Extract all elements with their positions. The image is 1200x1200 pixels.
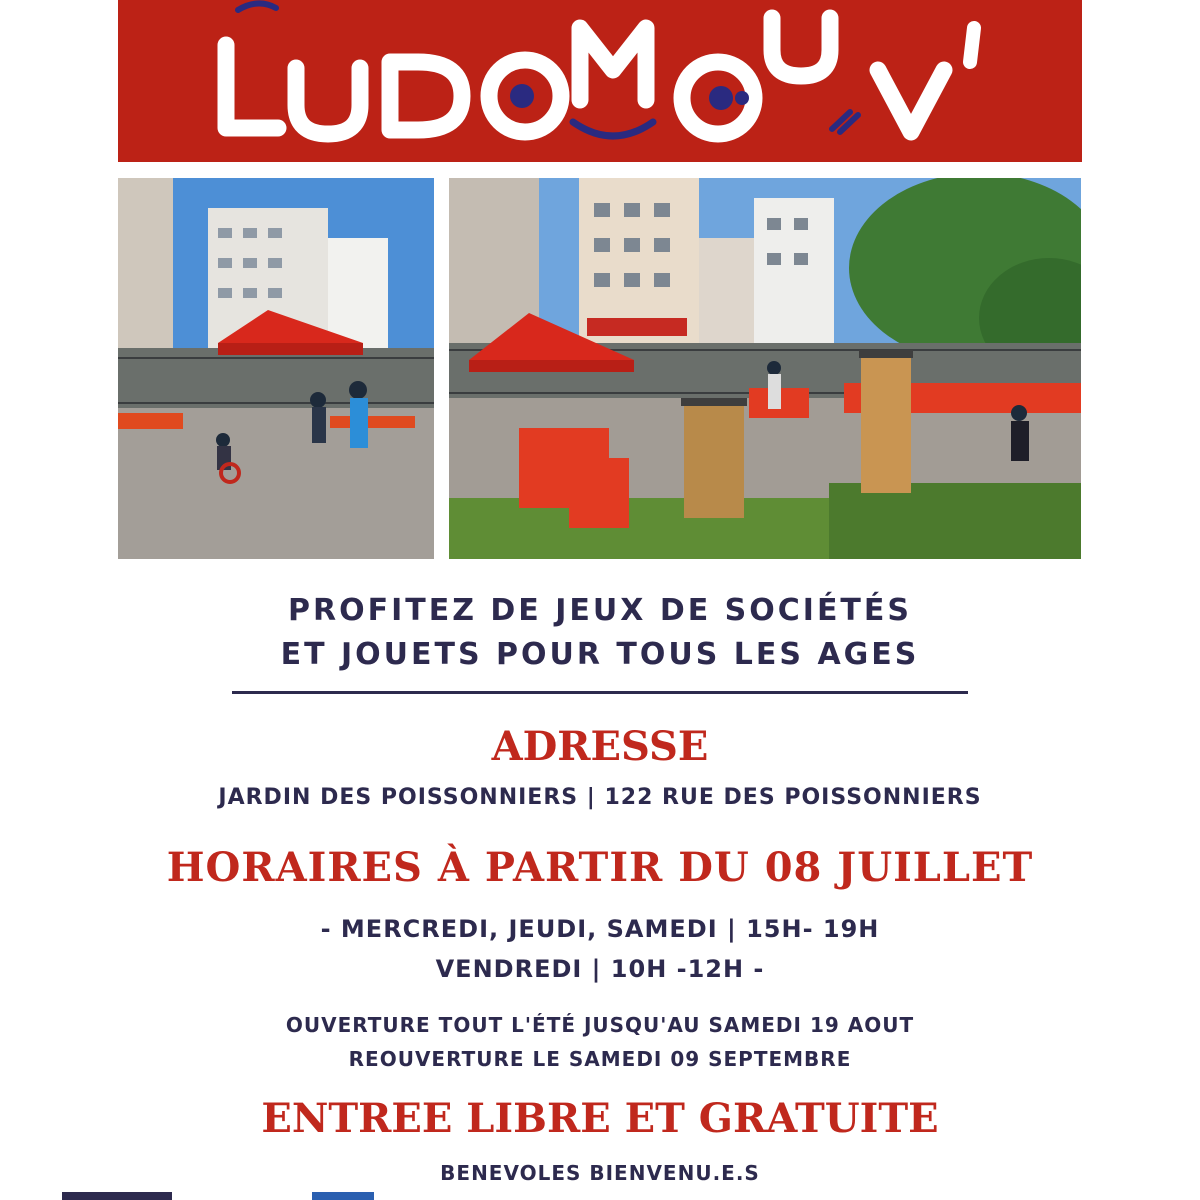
- logo-letter-d: [390, 62, 462, 130]
- ludomouv-logo: [118, 0, 1082, 162]
- schedule-heading: HORAIRES À PARTIR DU 08 JUILLET: [166, 844, 1034, 891]
- address-heading: ADRESSE: [491, 723, 709, 770]
- tagline-line-2: ET JOUETS POUR TOUS LES AGES: [280, 637, 920, 672]
- address-text: JARDIN DES POISSONNIERS | 122 RUE DES POISSONNIERS: [218, 785, 982, 810]
- logo-letter-u: [296, 68, 360, 134]
- tagline-line-1: PROFITEZ DE JEUX DE SOCIÉTÉS: [287, 593, 912, 628]
- logo-banner: [118, 0, 1082, 162]
- schedule-line-1: - MERCREDI, JEUDI, SAMEDI | 15H- 19H: [320, 915, 880, 943]
- opening-line-1: OUVERTURE TOUT L'ÉTÉ JUSQU'AU SAMEDI 19 AOUT: [285, 1013, 915, 1037]
- schedule-line-2: VENDREDI | 10H -12H -: [435, 955, 765, 983]
- opening-line-2: REOUVERTURE LE SAMEDI 09 SEPTEMBRE: [348, 1047, 852, 1071]
- partner-logo-1: [62, 1192, 172, 1200]
- photo-left: [118, 178, 434, 559]
- photo-right: [449, 178, 1081, 559]
- logo-letter-v: [878, 70, 944, 132]
- partner-logo-2: [312, 1192, 374, 1200]
- divider: [232, 691, 968, 694]
- entry-heading: ENTREE LIBRE ET GRATUITE: [261, 1095, 939, 1142]
- logo-letter-l: [226, 45, 278, 128]
- logo-letter-u2: [772, 18, 830, 76]
- logo-letter-m: [580, 28, 646, 100]
- volunteers-text: BENEVOLES BIENVENU.E.S: [440, 1161, 760, 1185]
